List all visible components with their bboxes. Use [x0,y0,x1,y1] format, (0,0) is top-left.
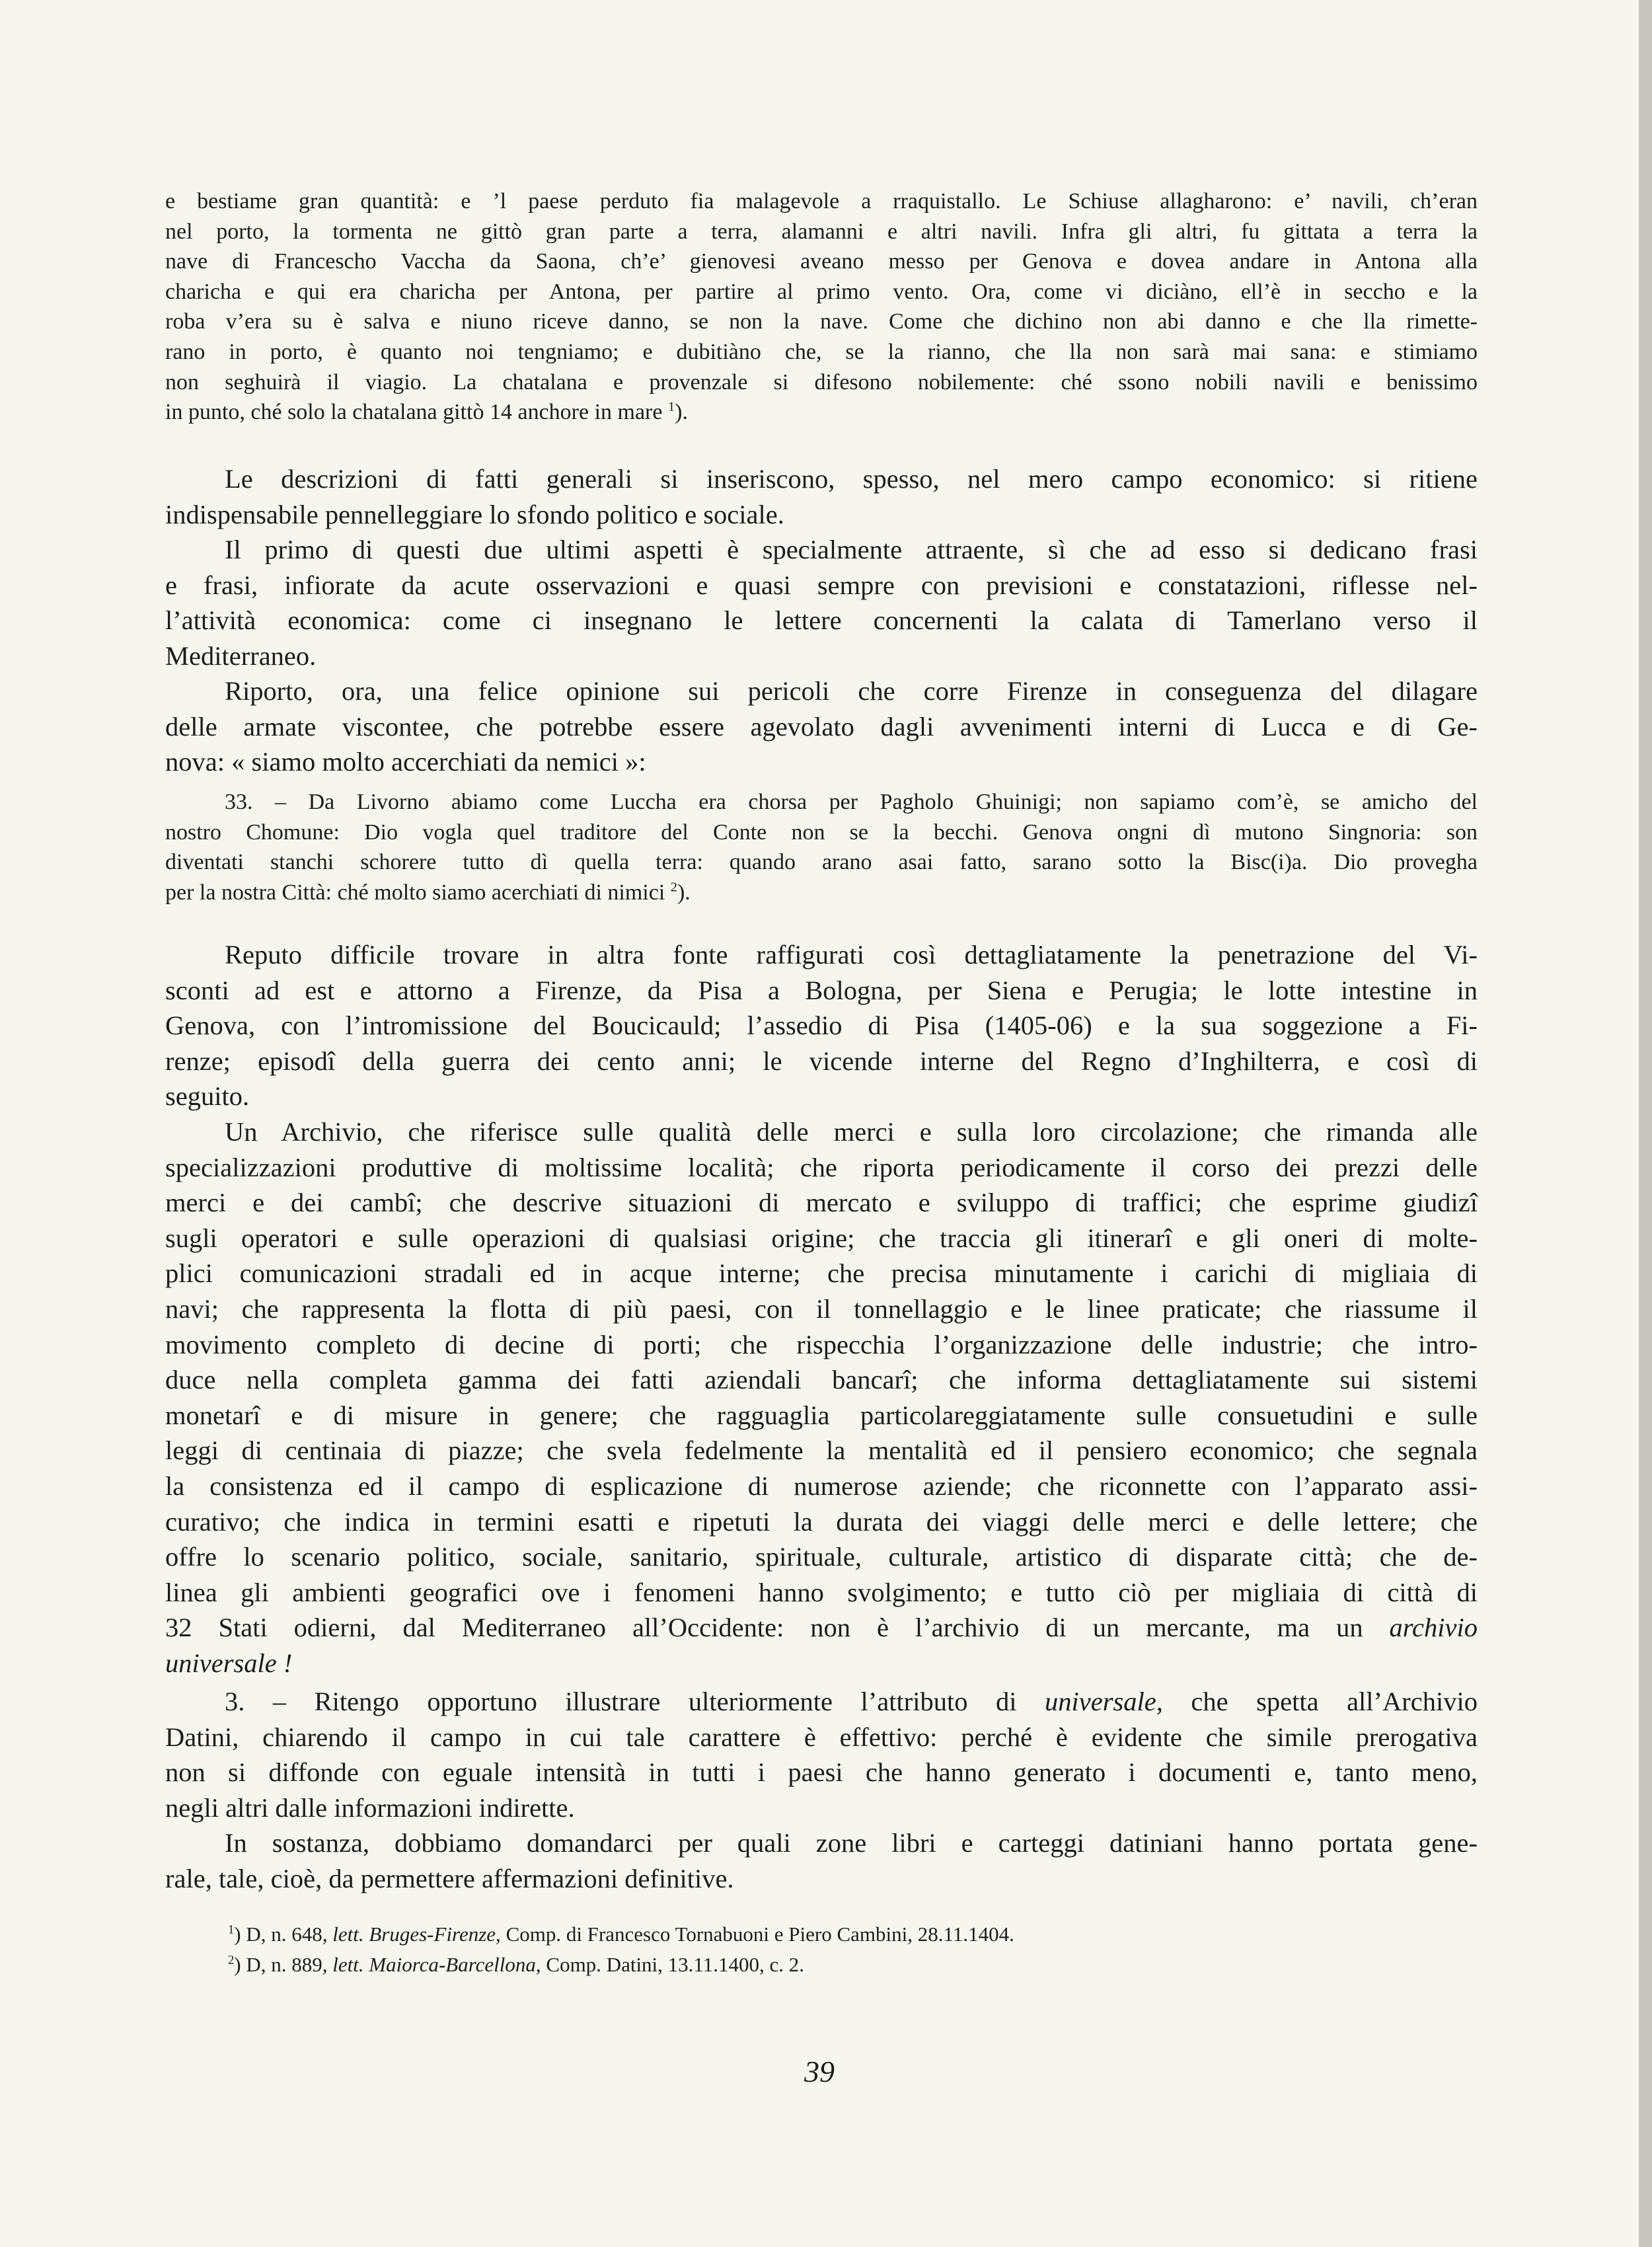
text-line: nostro Chomune: Dio vogla quel traditore del Conte non se la becchi. Genova ongni dì mutono Singnoria: son [165,819,1478,845]
text-fragment: Comp. Datini, 13.11.1400, c. 2. [546,1953,805,1976]
text-fragment: ) D, n. 889, [234,1953,328,1976]
text-line: negli altri dalle informazioni indirette. [165,1792,575,1823]
text-line: Mediterraneo. [165,640,317,671]
footnote [165,1950,1478,1980]
quote-33 [165,787,1478,907]
text-line: roba v’era su è salva e niuno riceve danno, se non la nave. Come che dichino non abi danno e che lla rimette- [165,309,1478,334]
text-line [165,1684,1478,1720]
text-line: plici comunicazioni stradali ed in acque interne; che precisa minutamente i carichi di migliaia di [165,1258,1478,1289]
text-line: non si diffonde con eguale intensità in tutti i paesi che hanno generato i documenti e, tanto meno, [165,1757,1478,1788]
text-line: nel porto, la tormenta ne gittò gran parte a terra, alamanni e altri navili. Infra gli altri, fu gittata a terra la [165,219,1478,244]
page-edge [1639,0,1652,2247]
text-line: Datini, chiarendo il campo in cui tale carattere è effettivo: perché è evidente che simile prerogativa [165,1722,1478,1752]
footnote-ref: 1 [667,399,675,414]
text-line: Un Archivio, che riferisce sulle qualità delle merci e sulla loro circolazione; che rimanda alle [225,1117,1478,1147]
italic-text: lett. Bruges-Firenze, [332,1923,501,1946]
text-line: duce nella completa gamma dei fatti aziendali bancarî; che informa dettagliatamente sui sistemi [165,1365,1478,1395]
text-line: Genova, con l’intromissione del Boucicauld; l’assedio di Pisa (1405-06) e la sua soggezione a Fi- [165,1010,1478,1041]
italic-text: universale ! [165,1648,293,1678]
text-line [165,397,1478,428]
paragraph-archivio [165,1114,1478,1681]
text-line: rale, tale, cioè, da permettere affermazioni definitive. [165,1863,734,1893]
text-line: indispensabile pennelleggiare lo sfondo politico e sociale. [165,499,784,529]
text-line: diventati stanchi schorere tutto dì quella terra: quando arano asai fatto, sarano sotto la Bisc(i)a. Dio provegha [165,850,1478,875]
paragraph-descrizioni [165,461,1478,532]
text-line: Il primo di questi due ultimi aspetti è specialmente attraente, sì che ad esso si dedicano frasi [225,535,1478,564]
text-line: specializzazioni produttive di moltissime località; che riporta periodicamente il corso dei prezzi delle [165,1152,1478,1182]
text-fragment: per la nostra Città: ché molto siamo acerchiati di nimici [165,880,665,905]
text-line: linea gli ambienti geografici ove i fenomeni hanno svolgimento; e tutto ciò per migliaia di città di [165,1577,1478,1607]
text-line: leggi di centinaia di piazze; che svela fedelmente la mentalità ed il pensiero economico; che segnala [165,1435,1478,1466]
paragraph-sostanza [165,1825,1478,1896]
text-line: In sostanza, dobbiamo domandarci per quali zone libri e carteggi datiniani hanno portata gene- [225,1828,1478,1858]
text-line [165,1646,1478,1681]
text-fragment: Comp. di Francesco Tornabuoni e Piero Cambini, 28.11.1404. [506,1923,1014,1946]
text-line: merci e dei cambî; che descrive situazioni di mercato e sviluppo di traffici; che esprime giudizî [165,1188,1478,1218]
text-fragment: ). [675,400,688,425]
text-line: 33. – Da Livorno abiamo come Luccha era chorsa per Pagholo Ghuinigi; non sapiamo com’è, se amicho del [225,790,1478,814]
text-line [165,1610,1478,1646]
text-line: la consistenza ed il campo di esplicazione di numerose aziende; che riconnette con l’apparato assi- [165,1470,1478,1501]
text-fragment: in punto, ché solo la chatalana gittò 14 anchore in mare [165,400,663,425]
text-line: e frasi, infiorate da acute osservazioni e quasi sempre con previsioni e constatazioni, riflesse nel- [165,570,1478,600]
text-line: Le descrizioni di fatti generali si inseriscono, spesso, nel mero campo economico: si ritiene [225,464,1478,494]
text-line: sugli operatori e sulle operazioni di qualsiasi origine; che traccia gli itinerarî e gli oneri di molte- [165,1223,1478,1253]
italic-text: archivio [1389,1613,1478,1643]
text-line: e bestiame gran quantità: e ’l paese perduto fia malagevole a rraquistallo. Le Schiuse allagharono: e’ navili, ch’eran [165,189,1478,213]
text-line: seguito. [165,1081,250,1112]
text-fragment: ) D, n. 648, [234,1923,328,1946]
text-line: charicha e qui era charicha per Antona, per partire al primo vento. Ora, come vi diciàno, ell’è in seccho e la [165,279,1478,304]
text-line: l’attività economica: come ci insegnano le lettere concernenti la calata di Tamerlano verso il [165,605,1478,636]
text-line [165,878,1478,908]
text-fragment: 32 Stati odierni, dal Mediterraneo all’Occidente: non è l’archivio di un mercante, ma un [165,1613,1363,1643]
text-line: sconti ad est e attorno a Firenze, da Pisa a Bologna, per Siena e Perugia; le lotte intestine in [165,975,1478,1005]
italic-text: universale, [1045,1687,1163,1716]
footnotes [165,1919,1478,1980]
text-line: rano in porto, è quanto noi tengniamo; e dubitiàno che, se la rianno, che lla non sarà mai sana: e stimiamo [165,339,1478,364]
text-line: monetarî e di misure in genere; che ragguaglia particolareggiatamente sulle consuetudini e sulle [165,1400,1478,1430]
italic-text: lett. Maiorca-Barcellona, [332,1953,541,1976]
text-line: navi; che rappresenta la flotta di più paesi, con il tonnellaggio e le linee praticate; che riassume il [165,1293,1478,1324]
text-line: offre lo scenario politico, sociale, sanitario, spirituale, culturale, artistico di disparate città; che de- [165,1542,1478,1572]
footnote [165,1919,1478,1950]
text-line: delle armate viscontee, che potrebbe essere agevolato dagli avvenimenti interni di Lucca e di Ge- [165,711,1478,742]
text-fragment: che spetta all’Archivio [1191,1687,1478,1716]
footnote-mark: 1 [228,1923,235,1937]
footnote-mark: 2 [228,1953,235,1967]
text-line: Reputo difficile trovare in altra fonte raffigurati così dettagliatamente la penetrazione del Vi- [225,940,1478,970]
text-line: nave di Francescho Vaccha da Saona, ch’e’ gienovesi aveano messo per Genova e dovea andare in Antona alla [165,249,1478,274]
paragraph-reputo [165,937,1478,1114]
footnote-ref: 2 [670,880,677,895]
text-line: non seghuirà il viagio. La chatalana e provenzale si difesono nobilemente: ché ssono nobili navili e benissimo [165,369,1478,395]
paragraph-riporto [165,673,1478,780]
text-line: nova: « siamo molto accerchiati da nemici »: [165,747,646,777]
top-quote [165,186,1478,428]
text-fragment: ). [677,880,691,905]
paragraph-section-3 [165,1684,1478,1825]
text-fragment: 3. – Ritengo opportuno illustrare ulteriormente l’attributo di [225,1687,1017,1716]
text-line: renze; episodî della guerra dei cento anni; le vicende interne del Regno d’Inghilterra, e così di [165,1046,1478,1076]
text-line: movimento completo di decine di porti; che rispecchia l’organizzazione delle industrie; che intro- [165,1329,1478,1359]
paragraph-primo-aspetto [165,532,1478,673]
text-line: curativo; che indica in termini esatti e ripetuti la durata dei viaggi delle merci e delle lettere; che [165,1506,1478,1537]
page-number: 39 [804,2055,835,2088]
text-line: Riporto, ora, una felice opinione sui pericoli che corre Firenze in conseguenza del dilagare [225,676,1478,706]
